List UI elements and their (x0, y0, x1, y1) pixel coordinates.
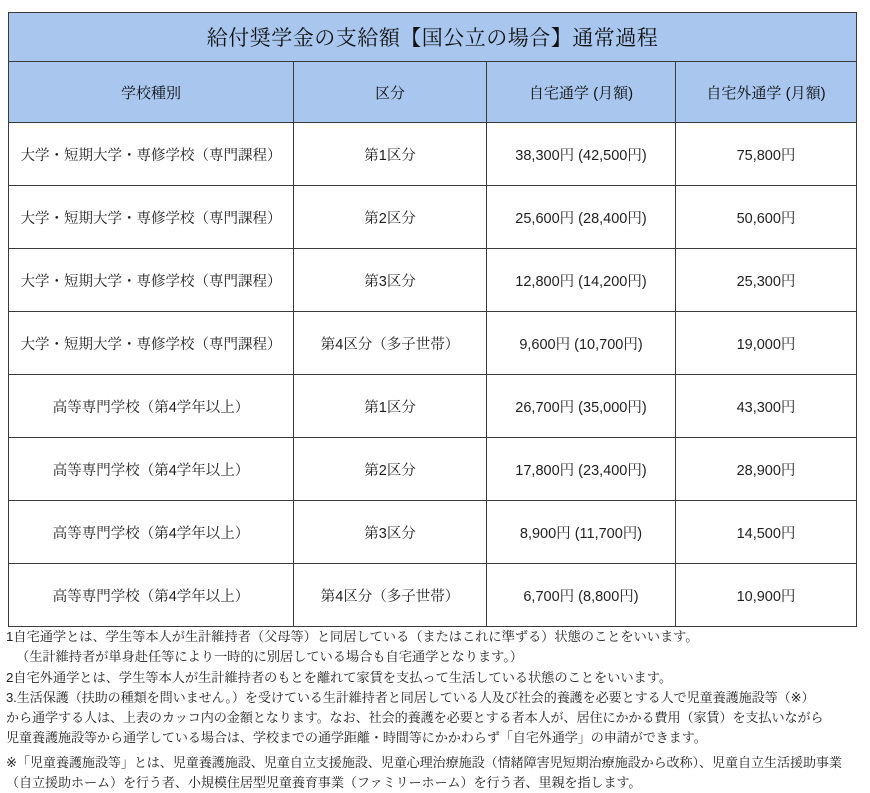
cell-school-type: 大学・短期大学・専修学校（専門課程） (9, 186, 294, 249)
cell-away-commute: 50,600円 (676, 186, 857, 249)
benefit-table-container (8, 12, 856, 627)
footnote-line-1: 1自宅通学とは、学生等本人が生計維持者（父母等）と同居している（またはこれに準ずる）状態のことをいいます。 (6, 629, 699, 644)
footnote-line-4: 3.生活保護（扶助の種類を問いません。）を受けている生計維持者と同居している人及び社会的養護を必要とする人で児童養護施設等（※） (6, 689, 815, 705)
table-row (9, 438, 857, 501)
cell-away-commute: 19,000円 (676, 312, 857, 375)
table-row (9, 249, 857, 312)
cell-home-commute: 12,800円 (14,200円) (487, 249, 676, 312)
cell-away-commute: 43,300円 (676, 375, 857, 438)
cell-school-type: 大学・短期大学・専修学校（専門課程） (9, 312, 294, 375)
cell-category: 第1区分 (294, 123, 487, 186)
table-title-row (9, 13, 857, 62)
footnote-line-7: ※「児童養護施設等」とは、児童養護施設、児童自立支援施設、児童心理治療施設（情緒障害児短期治療施設から改称）、児童自立生活援助事業 (6, 754, 842, 770)
footnotes (6, 627, 866, 793)
cell-school-type: 高等専門学校（第4学年以上） (9, 564, 294, 627)
column-header-school-type: 学校種別 (9, 62, 294, 123)
table-row (9, 123, 857, 186)
cell-category: 第1区分 (294, 375, 487, 438)
cell-category: 第2区分 (294, 186, 487, 249)
cell-school-type: 大学・短期大学・専修学校（専門課程） (9, 123, 294, 186)
cell-home-commute: 8,900円 (11,700円) (487, 501, 676, 564)
cell-category: 第3区分 (294, 249, 487, 312)
table-row (9, 186, 857, 249)
column-header-home-commute: 自宅通学 (月額) (487, 62, 676, 123)
table-row (9, 564, 857, 627)
table-title: 給付奨学金の支給額【国公立の場合】通常過程 (9, 13, 857, 62)
cell-away-commute: 75,800円 (676, 123, 857, 186)
footnote-line-3: 2自宅外通学とは、学生等本人が生計維持者のもとを離れて家賃を支払って生活している状態のことをいいます。 (6, 669, 673, 685)
cell-home-commute: 26,700円 (35,000円) (487, 375, 676, 438)
footnote-line-6: 児童養護施設等から通学している場合は、学校までの通学距離・時間等にかかわらず「自宅外通学」の申請ができます。 (6, 730, 707, 746)
cell-category: 第4区分（多子世帯） (294, 312, 487, 375)
cell-home-commute: 9,600円 (10,700円) (487, 312, 676, 375)
cell-away-commute: 25,300円 (676, 249, 857, 312)
footnote-line-2: （生計維持者が単身赴任等により一時的に別居している場合も自宅通学となります。） (16, 649, 523, 665)
cell-school-type: 大学・短期大学・専修学校（専門課程） (9, 249, 294, 312)
cell-school-type: 高等専門学校（第4学年以上） (9, 375, 294, 438)
cell-home-commute: 6,700円 (8,800円) (487, 564, 676, 627)
table-body (9, 13, 857, 627)
cell-category: 第4区分（多子世帯） (294, 564, 487, 627)
cell-home-commute: 25,600円 (28,400円) (487, 186, 676, 249)
column-header-away-commute: 自宅外通学 (月額) (676, 62, 857, 123)
cell-school-type: 高等専門学校（第4学年以上） (9, 501, 294, 564)
footnote-line-5: から通学する人は、上表のカッコ内の金額となります。なお、社会的養護を必要とする者本人が、居住にかかる費用（家賃）を支払いながら (6, 710, 824, 726)
cell-category: 第2区分 (294, 438, 487, 501)
cell-away-commute: 28,900円 (676, 438, 857, 501)
cell-away-commute: 10,900円 (676, 564, 857, 627)
footnote-line-8: （自立援助ホーム）を行う者、小規模住居型児童養育事業（ファミリーホーム）を行う者、里親を指します。 (6, 775, 642, 791)
column-header-category: 区分 (294, 62, 487, 123)
cell-category: 第3区分 (294, 501, 487, 564)
table-row (9, 312, 857, 375)
table-row (9, 375, 857, 438)
table-header-row (9, 62, 857, 123)
cell-away-commute: 14,500円 (676, 501, 857, 564)
cell-home-commute: 17,800円 (23,400円) (487, 438, 676, 501)
benefit-amount-table (8, 12, 857, 627)
cell-home-commute: 38,300円 (42,500円) (487, 123, 676, 186)
table-row (9, 501, 857, 564)
cell-school-type: 高等専門学校（第4学年以上） (9, 438, 294, 501)
